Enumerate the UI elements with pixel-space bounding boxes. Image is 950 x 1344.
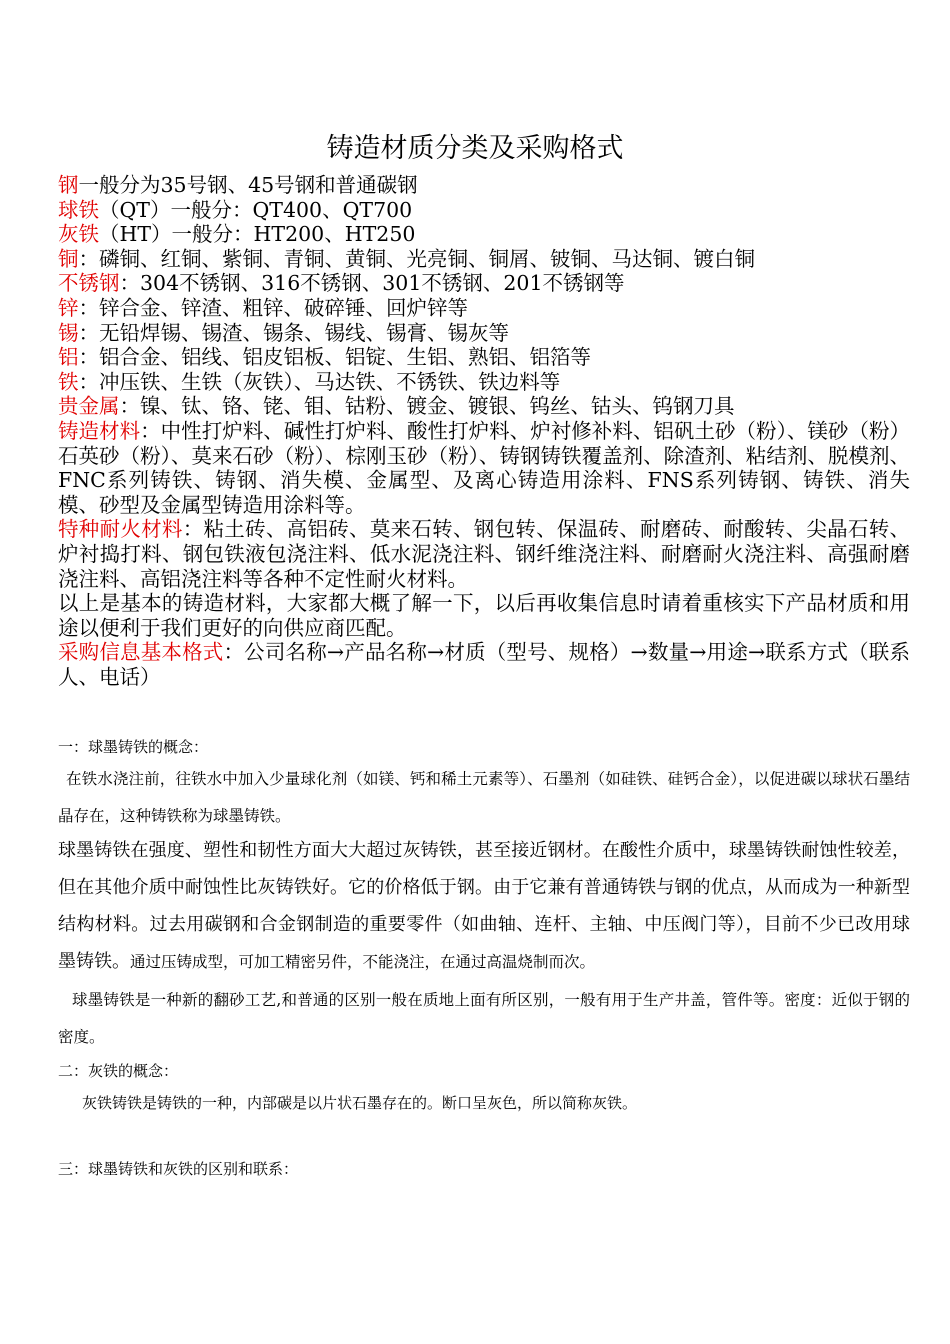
item-text: ：无铅焊锡、锡渣、锡条、锡线、锡膏、锡灰等	[78, 320, 509, 345]
item-text: ：粘土砖、高铝砖、莫来石转、钢包转、保温砖、耐磨砖、耐酸转、尖晶石转、炉衬捣打料、钢包铁液包浇注料、低水泥浇注料、钢纤维浇注料、耐磨耐火浇注料、高强耐磨浇注料、高铝浇注料等各种不定性耐火材料。	[58, 517, 911, 591]
item-label: 铜	[58, 246, 79, 271]
list-item	[58, 222, 910, 247]
list-item	[58, 247, 910, 272]
item-label: 铸造材料	[58, 418, 141, 443]
item-text: （HT）一般分：HT200、HT250	[99, 222, 416, 247]
section-heading: 一：球墨铸铁的概念：	[58, 738, 209, 756]
item-text: ：304不锈钢、316不锈钢、301不锈钢、201不锈钢等	[119, 271, 625, 296]
page-title: 铸造材质分类及采购格式	[326, 133, 624, 164]
item-text: ：冲压铁、生铁（灰铁）、马达铁、不锈铁、铁边料等	[78, 369, 561, 394]
list-item	[58, 394, 910, 419]
list-item	[58, 296, 910, 321]
item-text: ：中性打炉料、碱性打炉料、酸性打炉料、炉衬修补料、铝矾土砂（粉）、镁砂（粉）石英砂（粉）、莫来石砂（粉）、棕刚玉砂（粉）、铸钢铸铁覆盖剂、除渣剂、粘结剂、脱模剂、FNC系列铸铁、铸钢、消失模、金属型、及离心铸造用涂料、FNS系列铸钢、铸铁、消失模、砂型及金属型铸造用涂料等。	[58, 418, 911, 517]
list-item	[58, 271, 910, 296]
section-paragraph: 在铁水浇注前，往铁水中加入少量球化剂（如镁、钙和稀土元素等）、石墨剂（如硅铁、硅钙合金），以促进碳以球状石墨结晶存在，这种铸铁称为球墨铸铁。	[58, 770, 910, 825]
item-label: 锡	[58, 320, 79, 345]
list-item	[58, 517, 910, 591]
list-item	[58, 419, 910, 517]
list-item	[58, 321, 910, 346]
item-text: ：铝合金、铝线、铝皮铝板、铝锭、生铝、熟铝、铝箔等	[78, 345, 591, 370]
item-label: 采购信息基本格式	[58, 640, 224, 665]
item-text: ：磷铜、红铜、紫铜、青铜、黄铜、光亮铜、铜屑、铍铜、马达铜、镀白铜	[78, 246, 755, 271]
item-text: ：锌合金、锌渣、粗锌、破碎锤、回炉锌等	[78, 295, 468, 320]
section-paragraph	[58, 832, 910, 981]
item-label: 特种耐火材料	[58, 517, 183, 542]
paragraph-text: 通过压铸成型，可加工精密另件，不能浇注，在通过高温烧制而次。	[130, 953, 596, 971]
item-text: 以上是基本的铸造材料，大家都大概了解一下，以后再收集信息时请着重核实下产品材质和用途以便利于我们更好的向供应商匹配。	[58, 591, 910, 640]
section-paragraph: 球墨铸铁是一种新的翻砂工艺,和普通的区别一般在质地上面有所区别，一般有用于生产井盖，管件等。密度：近似于钢的密度。	[58, 991, 910, 1046]
item-text: 一般分为35号钢、45号钢和普通碳钢	[78, 173, 418, 197]
section-heading: 三：球墨铸铁和灰铁的区别和联系：	[58, 1160, 299, 1178]
list-item	[58, 173, 910, 198]
section-paragraph: 灰铁铸铁是铸铁的一种，内部碳是以片状石墨存在的。断口呈灰色，所以简称灰铁。	[82, 1094, 638, 1112]
paragraph-text: 球墨铸铁在强度、塑性和韧性方面大大超过灰铸铁，甚至接近钢材。在酸性介质中，球墨铸铁耐蚀性较差，但在其他介质中耐蚀性比灰铸铁好。它的价格低于钢。由于它兼有普通铸铁与钢的优点，从而成为一种新型结构材料。过去用碳钢和合金钢制造的重要零件（如曲轴、连杆、主轴、中压阀门等），目前不少已改用球墨铸铁。	[58, 840, 910, 972]
list-item	[58, 345, 910, 370]
item-label: 灰铁	[58, 222, 99, 247]
item-text: ：公司名称→产品名称→材质（型号、规格）→数量→用途→联系方式（联系人、电话）	[58, 640, 910, 689]
section-heading: 二：灰铁的概念：	[58, 1062, 179, 1080]
item-label: 铝	[58, 345, 79, 370]
material-list	[58, 173, 910, 689]
item-text: ：镍、钛、铬、铑、钼、钴粉、镀金、镀银、钨丝、钴头、钨钢刀具	[119, 394, 735, 419]
list-item	[58, 198, 910, 223]
list-item	[58, 370, 910, 395]
item-text: （QT）一般分：QT400、QT700	[99, 197, 413, 222]
item-label: 球铁	[58, 197, 99, 222]
item-label: 不锈钢	[58, 271, 120, 296]
item-label: 锌	[58, 295, 79, 320]
item-label: 钢	[58, 173, 79, 197]
item-label: 铁	[58, 369, 79, 394]
item-label: 贵金属	[58, 394, 120, 419]
summary-paragraph	[58, 591, 910, 640]
purchase-format	[58, 640, 910, 689]
